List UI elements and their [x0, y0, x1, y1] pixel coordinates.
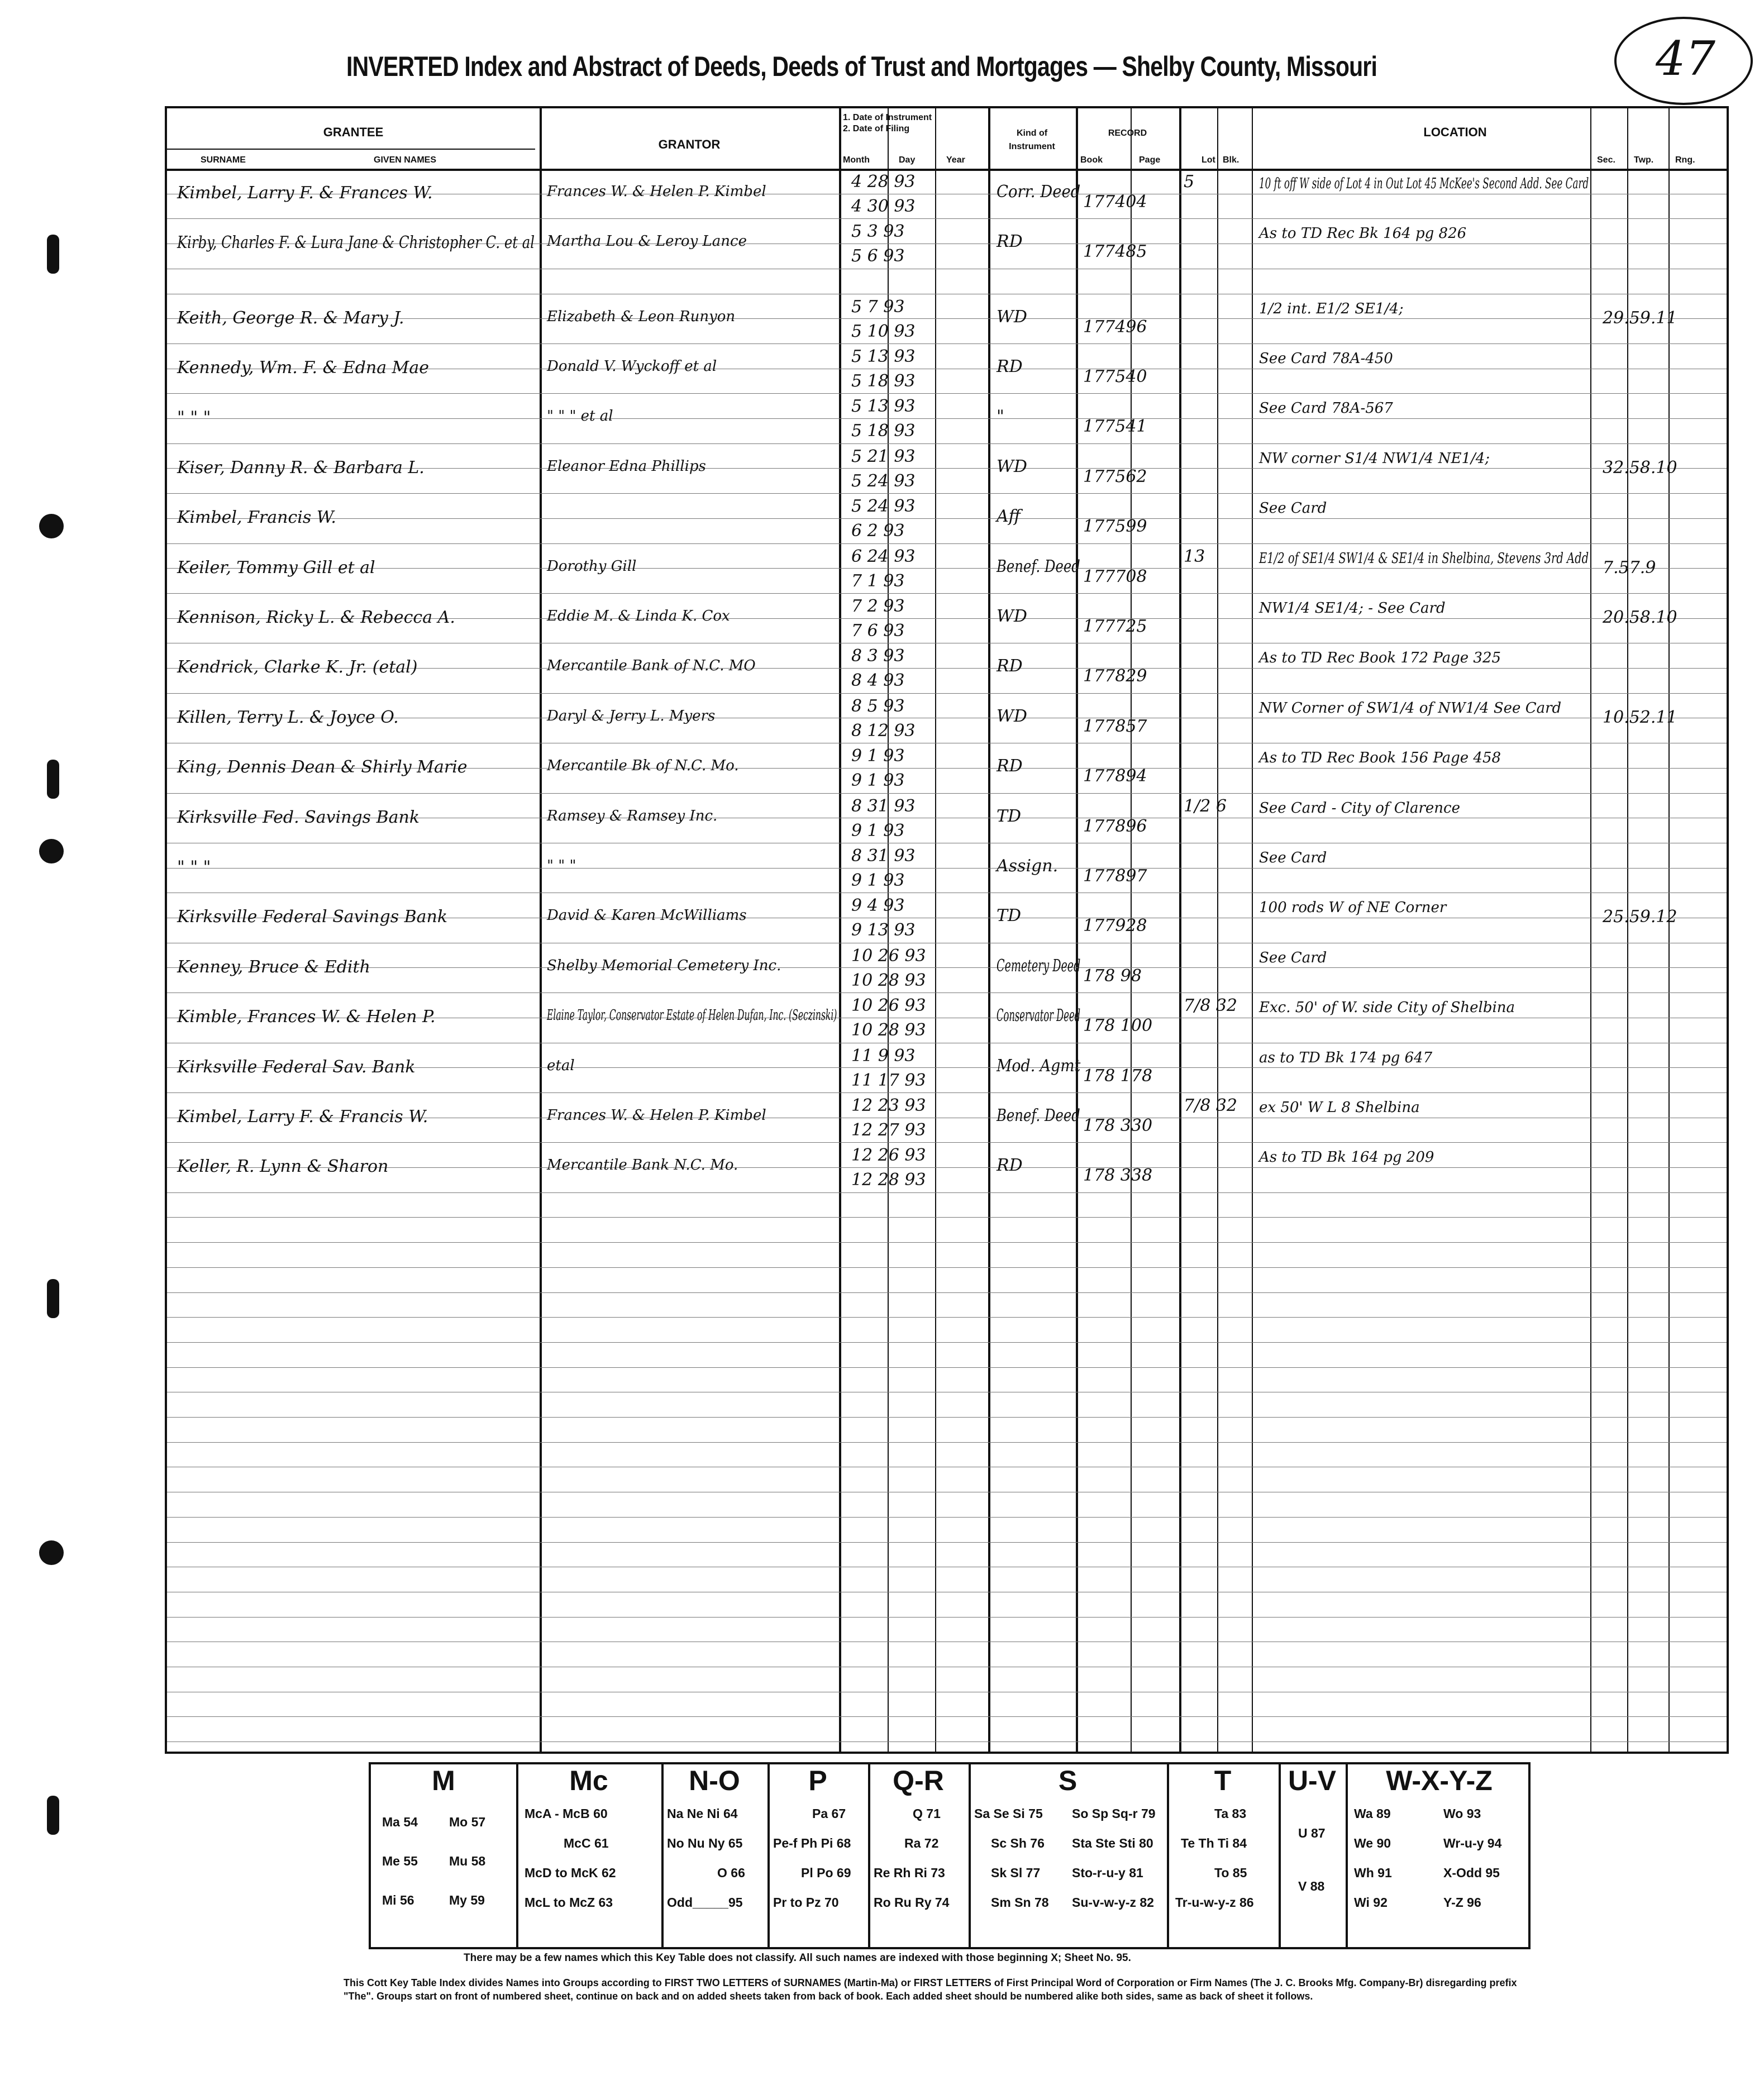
entry-date-filing: 10 28 93: [851, 970, 926, 990]
entry-sec-twp-rng: 29.59.11: [1603, 308, 1677, 328]
entry-date-instrument: 5 24 93: [851, 497, 916, 517]
entry-date-filing: 5 18 93: [851, 371, 916, 391]
binder-hole: [39, 514, 64, 538]
column-divider: [1668, 108, 1670, 1752]
key-cell: Q 71: [913, 1806, 941, 1821]
binder-slot: [47, 760, 59, 799]
entry-record: 177725: [1083, 616, 1147, 636]
entry-grantor: David & Karen McWilliams: [547, 907, 747, 924]
row-rule: [167, 1542, 1727, 1543]
entry-record: 177599: [1083, 517, 1147, 537]
entry-date-filing: 12 28 93: [851, 1170, 926, 1190]
entry-date-filing: 5 6 93: [851, 246, 905, 266]
entry-date-instrument: 8 3 93: [851, 646, 905, 666]
entry-grantee: Kirksville Federal Sav. Bank: [177, 1057, 416, 1077]
location-header: LOCATION: [1423, 125, 1487, 139]
entry-record: 178 98: [1083, 966, 1142, 986]
entry-grantor: " " ": [547, 857, 576, 874]
entry-date-instrument: 8 31 93: [851, 796, 916, 816]
entry-date-filing: 9 1 93: [851, 820, 905, 841]
year-header: Year: [946, 155, 965, 165]
row-rule: [167, 418, 1727, 419]
binder-hole: [39, 1540, 64, 1565]
header-rule: [167, 149, 535, 150]
entry-grantor: Frances W. & Helen P. Kimbel: [547, 183, 766, 200]
key-head-s: S: [1058, 1765, 1078, 1796]
key-cell: Tr-u-w-y-z 86: [1175, 1895, 1254, 1910]
row-rule: [167, 518, 1727, 519]
entry-kind: TD: [997, 806, 1022, 826]
row-rule: [167, 543, 1727, 544]
row-rule: [167, 343, 1727, 344]
entry-location: See Card: [1259, 849, 1327, 866]
entry-date-filing: 5 18 93: [851, 421, 916, 441]
entry-record: 177928: [1083, 916, 1147, 936]
key-cell: Sc Sh 76: [991, 1836, 1045, 1850]
row-rule: [167, 1192, 1727, 1193]
entry-grantee: " " ": [177, 408, 211, 428]
row-rule: [167, 1092, 1727, 1093]
key-cell: Odd_____95: [667, 1895, 743, 1910]
entry-kind: ": [997, 407, 1004, 427]
key-cell: Me 55: [382, 1854, 418, 1868]
entry-grantor: Mercantile Bank N.C. Mo.: [547, 1157, 738, 1174]
entry-location: 1/2 int. E1/2 SE1/4;: [1259, 300, 1404, 317]
footer-note: This Cott Key Table Index divides Names into Groups according to FIRST TWO LETTERS of SURNAMES (Martin-Ma) or FIRST LETTERS of First Principal Word of Corporation or Firm Names (The J. C. Brooks Mfg. Company-Br) disregarding prefix "The". Groups start on front of numbered sheet, continue on back and on added sheets taken from back of book. Each added sheet should be numbered alike both sides, same as back of sheet it follows.: [344, 1977, 1517, 2002]
row-rule: [167, 693, 1727, 694]
entry-sec-twp-rng: 10.52.11: [1603, 707, 1677, 727]
entry-date-instrument: 5 3 93: [851, 222, 905, 242]
key-table: [369, 1762, 1531, 1949]
binder-slot: [47, 1796, 59, 1835]
entry-date-instrument: 4 28 93: [851, 172, 916, 192]
entry-date-filing: 8 4 93: [851, 671, 905, 691]
book-header: Book: [1080, 155, 1103, 165]
column-divider: [1627, 108, 1628, 1752]
key-cell: U 87: [1298, 1826, 1326, 1840]
entry-location: NW1/4 SE1/4; - See Card: [1259, 599, 1446, 617]
key-cell: Mu 58: [449, 1854, 486, 1868]
binder-slot: [47, 235, 59, 274]
entry-location: See Card: [1259, 949, 1327, 966]
key-head-no: N-O: [689, 1765, 740, 1796]
entry-kind: RD: [997, 232, 1023, 252]
column-divider: [1590, 108, 1591, 1752]
date-instrument-header: 1. Date of Instrument: [843, 113, 932, 122]
row-rule: [167, 593, 1727, 594]
entry-grantee: " " ": [177, 857, 211, 877]
entry-grantor: Elaine Taylor, Conservator Estate of Helen Dufan, Inc. (Seczinski): [547, 1007, 837, 1024]
row-rule: [167, 1142, 1727, 1143]
key-cell: Ra 72: [904, 1836, 939, 1850]
entry-date-instrument: 5 13 93: [851, 346, 916, 366]
entry-record: 177540: [1083, 366, 1147, 387]
page-col-header: Page: [1139, 155, 1161, 165]
entry-record: 177829: [1083, 666, 1147, 686]
entry-grantor: Daryl & Jerry L. Myers: [547, 707, 716, 724]
entry-date-instrument: 7 2 93: [851, 596, 905, 616]
entry-grantor: Donald V. Wyckoff et al: [547, 357, 717, 375]
column-divider: [935, 108, 936, 1752]
key-cell: McA - McB 60: [525, 1806, 608, 1821]
entry-record: 177897: [1083, 866, 1147, 886]
entry-date-filing: 4 30 93: [851, 197, 916, 216]
entry-date-filing: 9 1 93: [851, 771, 905, 791]
row-rule: [167, 1617, 1727, 1618]
entry-grantor: Shelby Memorial Cemetery Inc.: [547, 957, 781, 974]
index-form: [165, 106, 1729, 1754]
entry-date-instrument: 10 26 93: [851, 946, 926, 966]
entry-lot: 7/8 32: [1184, 996, 1237, 1016]
page-number-circle: [1614, 17, 1753, 105]
twp-header: Twp.: [1634, 155, 1654, 165]
entry-grantor: Frances W. & Helen P. Kimbel: [547, 1106, 766, 1124]
entry-sec-twp-rng: 25.59.12: [1603, 907, 1677, 927]
entry-date-instrument: 10 26 93: [851, 996, 926, 1016]
entry-date-instrument: 8 5 93: [851, 696, 905, 716]
column-divider: [1179, 108, 1181, 1752]
key-head-mc: Mc: [569, 1765, 608, 1796]
entry-lot: 7/8 32: [1184, 1095, 1237, 1115]
entry-kind: RD: [997, 356, 1023, 376]
entry-date-filing: 9 1 93: [851, 870, 905, 890]
binder-hole: [39, 839, 64, 863]
entry-grantor: Mercantile Bank of N.C. MO: [547, 657, 756, 675]
grantee-header: GRANTEE: [323, 125, 384, 139]
key-cell: No Nu Ny 65: [667, 1836, 743, 1850]
key-head-qr: Q-R: [893, 1765, 944, 1796]
key-head-m: M: [432, 1765, 455, 1796]
row-rule: [167, 1367, 1727, 1368]
day-header: Day: [899, 155, 916, 165]
entry-date-instrument: 9 1 93: [851, 746, 905, 766]
entry-grantee: Kimble, Frances W. & Helen P.: [177, 1007, 436, 1027]
entry-date-filing: 11 17 93: [851, 1070, 926, 1090]
entry-lot: 5: [1184, 172, 1195, 192]
entry-kind: RD: [997, 1156, 1023, 1176]
key-cell: McC 61: [564, 1836, 609, 1850]
entry-grantee: Keiler, Tommy Gill et al: [177, 557, 375, 578]
row-rule: [167, 393, 1727, 394]
entry-grantee: King, Dennis Dean & Shirly Marie: [177, 757, 468, 777]
entry-location: Exc. 50' of W. side City of Shelbina: [1259, 999, 1515, 1017]
entry-date-filing: 10 28 93: [851, 1020, 926, 1041]
row-rule: [167, 793, 1727, 794]
key-cell: Wo 93: [1443, 1806, 1481, 1821]
key-cell: Sm Sn 78: [991, 1895, 1049, 1910]
entry-date-instrument: 5 7 93: [851, 297, 905, 317]
entry-grantor: Eleanor Edna Phillips: [547, 457, 706, 475]
entry-grantee: Keller, R. Lynn & Sharon: [177, 1157, 389, 1177]
entry-record: 177708: [1083, 566, 1147, 586]
column-divider: [540, 108, 542, 1752]
entry-date-instrument: 12 26 93: [851, 1146, 926, 1166]
surname-header: SURNAME: [201, 155, 246, 165]
lot-header: Lot: [1202, 155, 1215, 165]
entry-kind: Benef. Deed: [997, 556, 1080, 576]
key-cell: Re Rh Ri 73: [874, 1865, 945, 1880]
key-cell: X-Odd 95: [1443, 1865, 1500, 1880]
row-rule: [167, 1442, 1727, 1443]
key-cell: Sa Se Si 75: [974, 1806, 1043, 1821]
entry-lot: 13: [1184, 546, 1205, 566]
column-divider: [1252, 108, 1253, 1752]
entry-date-filing: 7 1 93: [851, 571, 905, 591]
column-divider: [839, 108, 841, 1752]
entry-date-instrument: 11 9 93: [851, 1046, 916, 1066]
key-cell: Y-Z 96: [1443, 1895, 1481, 1910]
row-rule: [167, 1292, 1727, 1293]
entry-date-instrument: 8 31 93: [851, 846, 916, 866]
instrument-header: Instrument: [1009, 142, 1055, 151]
entry-record: 178 338: [1083, 1166, 1153, 1186]
entry-grantee: Killen, Terry L. & Joyce O.: [177, 707, 399, 727]
entry-grantor: etal: [547, 1057, 575, 1074]
entry-kind: Corr. Deed: [997, 182, 1081, 202]
entry-grantor: Ramsey & Ramsey Inc.: [547, 807, 718, 824]
key-head-uv: U-V: [1288, 1765, 1337, 1796]
entry-location: NW Corner of SW1/4 of NW1/4 See Card: [1259, 699, 1562, 717]
key-cell: My 59: [449, 1893, 485, 1907]
entry-grantee: Kirby, Charles F. & Lura Jane & Christopher C. et al: [177, 233, 535, 253]
entry-location: See Card 78A-567: [1259, 400, 1393, 417]
entry-grantor: Mercantile Bk of N.C. Mo.: [547, 757, 739, 775]
entry-location: As to TD Rec Bk 164 pg 826: [1259, 225, 1467, 242]
key-cell: Pl Po 69: [801, 1865, 851, 1880]
row-rule: [167, 568, 1727, 569]
row-rule: [167, 1417, 1727, 1418]
entry-kind: Mod. Agmt: [997, 1056, 1081, 1076]
key-cell: Pr to Pz 70: [773, 1895, 839, 1910]
entry-kind: Cemetery Deed: [997, 956, 1081, 976]
entry-record: 177485: [1083, 242, 1147, 262]
header-bottom-rule: [167, 169, 1727, 171]
month-header: Month: [843, 155, 870, 165]
key-cell: Ma 54: [382, 1815, 418, 1829]
row-rule: [167, 1317, 1727, 1318]
row-rule: [167, 1267, 1727, 1268]
key-cell: O 66: [717, 1865, 745, 1880]
page-number: 47: [1656, 31, 1715, 86]
key-cell: Wr-u-y 94: [1443, 1836, 1502, 1850]
entry-record: 178 330: [1083, 1115, 1153, 1135]
row-rule: [167, 493, 1727, 494]
entry-grantor: Dorothy Gill: [547, 557, 637, 575]
entry-location: See Card 78A-450: [1259, 350, 1393, 367]
entry-record: 178 178: [1083, 1066, 1153, 1086]
key-cell: Mi 56: [382, 1893, 414, 1907]
binder-slot: [47, 1279, 59, 1318]
row-rule: [167, 1517, 1727, 1518]
key-cell: Mo 57: [449, 1815, 486, 1829]
entry-location: E1/2 of SE1/4 SW1/4 & SE1/4 in Shelbina, Stevens 3rd Add: [1259, 550, 1589, 567]
key-cell: To 85: [1214, 1865, 1247, 1880]
row-rule: [167, 1167, 1727, 1168]
key-cell: Wi 92: [1354, 1895, 1388, 1910]
entry-grantee: Kimbel, Francis W.: [177, 508, 336, 528]
entry-grantee: Kennison, Ricky L. & Rebecca A.: [177, 607, 455, 627]
row-rule: [167, 443, 1727, 444]
key-head-t: T: [1214, 1765, 1232, 1796]
entry-record: 177562: [1083, 466, 1147, 486]
entry-kind: RD: [997, 656, 1023, 676]
key-cell: Sto-r-u-y 81: [1072, 1865, 1143, 1880]
entry-date-filing: 6 2 93: [851, 521, 905, 541]
key-cell: Sta Ste Sti 80: [1072, 1836, 1153, 1850]
key-cell: We 90: [1354, 1836, 1391, 1850]
key-cell: Wa 89: [1354, 1806, 1391, 1821]
entry-grantor: " " " et al: [547, 408, 613, 425]
entry-date-filing: 7 6 93: [851, 621, 905, 641]
entry-location: As to TD Rec Book 156 Page 458: [1259, 750, 1501, 767]
record-header: RECORD: [1108, 128, 1147, 138]
entry-grantee: Kendrick, Clarke K. Jr. (etal): [177, 657, 418, 677]
row-rule: [167, 1242, 1727, 1243]
entry-grantee: Kennedy, Wm. F. & Edna Mae: [177, 357, 430, 378]
entry-grantee: Kimbel, Larry F. & Francis W.: [177, 1106, 428, 1127]
entry-kind: TD: [997, 906, 1022, 926]
entry-location: See Card - City of Clarence: [1259, 799, 1461, 817]
entry-sec-twp-rng: 7.57.9: [1603, 557, 1656, 578]
row-rule: [167, 967, 1727, 968]
key-cell: Ro Ru Ry 74: [874, 1895, 950, 1910]
row-rule: [167, 868, 1727, 869]
entry-location: 100 rods W of NE Corner: [1259, 899, 1447, 917]
entry-grantee: Kirksville Federal Savings Bank: [177, 907, 448, 927]
entry-kind: RD: [997, 756, 1023, 776]
key-cell: Wh 91: [1354, 1865, 1392, 1880]
key-cell: Su-v-w-y-z 82: [1072, 1895, 1154, 1910]
entry-kind: Benef. Deed: [997, 1105, 1080, 1125]
entry-grantee: Kimbel, Larry F. & Frances W.: [177, 183, 433, 203]
page-title: INVERTED Index and Abstract of Deeds, Deeds of Trust and Mortgages — Shelby County, Missouri: [346, 51, 1377, 82]
entry-record: 178 100: [1083, 1016, 1153, 1036]
key-head-wxyz: W-X-Y-Z: [1386, 1765, 1493, 1796]
entry-location: As to TD Bk 164 pg 209: [1259, 1149, 1434, 1166]
given-names-header: GIVEN NAMES: [374, 155, 437, 165]
key-cell: So Sp Sq-r 79: [1072, 1806, 1156, 1821]
entry-sec-twp-rng: 32.58.10: [1603, 457, 1677, 478]
column-divider: [1076, 108, 1078, 1752]
key-cell: Na Ne Ni 64: [667, 1806, 738, 1821]
sec-header: Sec.: [1597, 155, 1615, 165]
grantor-header: GRANTOR: [658, 137, 721, 151]
entry-record: 177496: [1083, 317, 1147, 337]
entry-kind: Conservator Deed: [997, 1006, 1081, 1026]
entry-grantee: Keith, George R. & Mary J.: [177, 308, 404, 328]
entry-kind: WD: [997, 307, 1027, 327]
entry-location: NW corner S1/4 NW1/4 NE1/4;: [1259, 450, 1490, 467]
key-cell: V 88: [1298, 1879, 1325, 1893]
entry-location: ex 50' W L 8 Shelbina: [1259, 1099, 1420, 1116]
key-cell: Pe-f Ph Pi 68: [773, 1836, 851, 1850]
entry-location: 10 ft off W side of Lot 4 in Out Lot 45 McKee's Second Add. See Card: [1259, 175, 1589, 192]
entry-date-filing: 8 12 93: [851, 721, 916, 741]
entry-record: 177541: [1083, 417, 1147, 437]
key-cell: Ta 83: [1214, 1806, 1247, 1821]
entry-record: 177896: [1083, 816, 1147, 836]
entry-grantee: Kiser, Danny R. & Barbara L.: [177, 457, 425, 478]
entry-date-filing: 9 13 93: [851, 920, 916, 941]
entry-date-filing: 5 10 93: [851, 321, 916, 341]
rng-header: Rng.: [1675, 155, 1695, 165]
entry-location: See Card: [1259, 500, 1327, 517]
entry-sec-twp-rng: 20.58.10: [1603, 607, 1677, 627]
entry-grantor: Eddie M. & Linda K. Cox: [547, 607, 730, 624]
entry-kind: WD: [997, 706, 1027, 726]
row-rule: [167, 1342, 1727, 1343]
entry-date-instrument: 6 24 93: [851, 546, 916, 566]
entry-date-instrument: 5 21 93: [851, 446, 916, 466]
entry-date-instrument: 9 4 93: [851, 896, 905, 916]
key-cell: Te Th Ti 84: [1181, 1836, 1247, 1850]
entry-record: 177894: [1083, 766, 1147, 786]
entry-record: 177857: [1083, 716, 1147, 736]
entry-lot: 1/2 6: [1184, 796, 1227, 816]
key-head-p: P: [808, 1765, 827, 1796]
entry-date-filing: 12 27 93: [851, 1120, 926, 1140]
entry-location: As to TD Rec Book 172 Page 325: [1259, 650, 1501, 667]
row-rule: [167, 1716, 1727, 1717]
entry-grantor: Elizabeth & Leon Runyon: [547, 308, 736, 325]
key-cell: McL to McZ 63: [525, 1895, 613, 1910]
key-cell: Pa 67: [812, 1806, 846, 1821]
row-rule: [167, 1217, 1727, 1218]
entry-kind: WD: [997, 606, 1027, 626]
entry-record: 177404: [1083, 192, 1147, 212]
entry-kind: Aff: [997, 507, 1021, 527]
entry-date-instrument: 12 23 93: [851, 1095, 926, 1115]
blk-header: Blk.: [1223, 155, 1239, 165]
kind-header: Kind of: [1016, 128, 1048, 138]
column-divider: [1217, 108, 1218, 1752]
key-cell: McD to McK 62: [525, 1865, 616, 1880]
entry-date-filing: 5 24 93: [851, 471, 916, 491]
row-rule: [167, 218, 1727, 219]
date-filing-header: 2. Date of Filing: [843, 124, 910, 133]
entry-grantee: Kirksville Fed. Savings Bank: [177, 807, 420, 827]
entry-kind: WD: [997, 456, 1027, 476]
entry-location: as to TD Bk 174 pg 647: [1259, 1049, 1433, 1066]
column-divider: [988, 108, 990, 1752]
entry-kind: Assign.: [997, 856, 1059, 876]
entry-date-instrument: 5 13 93: [851, 397, 916, 417]
key-cell: Sk Sl 77: [991, 1865, 1041, 1880]
key-note: There may be a few names which this Key Table does not classify. All such names are indexed with those beginning X; Sheet No. 95.: [464, 1952, 1131, 1964]
entry-grantor: Martha Lou & Leroy Lance: [547, 233, 747, 250]
entry-grantee: Kenney, Bruce & Edith: [177, 957, 370, 977]
